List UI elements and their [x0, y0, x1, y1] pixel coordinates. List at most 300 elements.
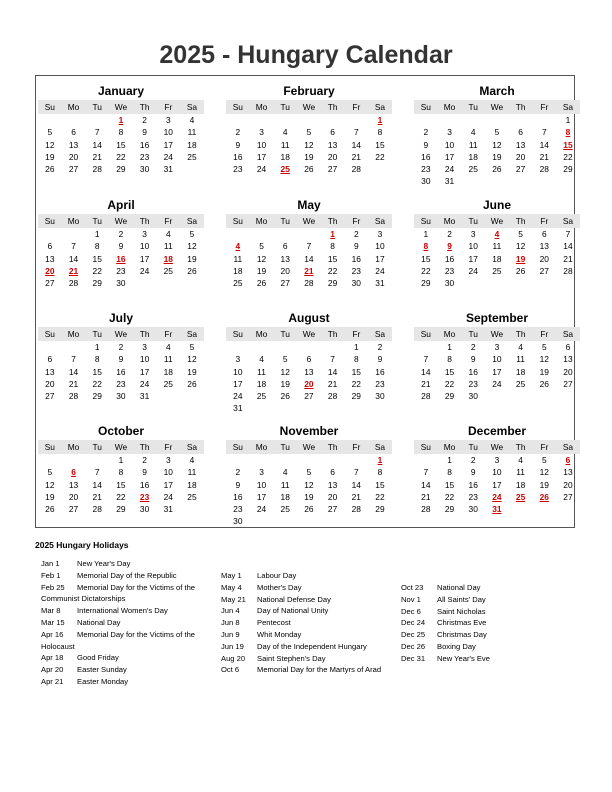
month-title: January: [97, 84, 145, 98]
day-cell: 13: [327, 479, 338, 490]
weekday-label: Su: [420, 102, 431, 112]
day-cell: 27: [280, 278, 290, 289]
day-cell: 21: [68, 265, 79, 276]
day-cell: 19: [304, 151, 314, 162]
holiday-date: Dec 26: [401, 641, 426, 651]
empty-day-cell: [344, 402, 368, 414]
holiday-date: Oct 6: [221, 665, 240, 675]
day-cell: 8: [353, 354, 359, 365]
day-cell: 22: [421, 265, 431, 276]
week-row: [38, 265, 204, 277]
day-cell: 7: [541, 127, 547, 138]
day-cell: 5: [541, 342, 547, 352]
day-cell: 16: [351, 253, 361, 264]
empty-day-cell: [485, 175, 509, 187]
weekday-header: [226, 440, 392, 454]
day-cell: 17: [163, 479, 173, 490]
day-cell: 17: [468, 253, 478, 264]
empty-day-cell: [226, 114, 250, 126]
week-row: [414, 277, 580, 289]
empty-day-cell: [344, 454, 368, 466]
day-cell: 26: [539, 491, 549, 502]
day-cell: 10: [139, 354, 150, 365]
empty-day-cell: [226, 341, 250, 353]
day-cell: 30: [116, 391, 126, 402]
day-cell: 5: [47, 127, 53, 138]
day-cell: 6: [330, 467, 335, 478]
day-cell: 3: [494, 342, 500, 352]
day-cell: 28: [421, 391, 431, 402]
day-cell: 18: [233, 265, 243, 276]
day-cell: 30: [139, 164, 150, 175]
weekday-label: Su: [44, 216, 55, 226]
week-row: [226, 466, 392, 478]
weekday-label: Th: [327, 442, 338, 452]
empty-day-cell: [344, 114, 368, 126]
weekday-label: Sa: [562, 216, 574, 226]
empty-day-cell: [509, 503, 533, 515]
empty-day-cell: [344, 515, 368, 527]
day-cell: 26: [515, 265, 526, 276]
weekday-label: Su: [232, 216, 243, 226]
day-cell: 24: [163, 491, 173, 502]
day-cell: 10: [256, 479, 267, 490]
holiday-date: May 21: [221, 594, 246, 604]
holiday-item: [41, 582, 216, 594]
day-cell: 24: [256, 164, 267, 175]
holiday-date: Apr 20: [41, 665, 64, 675]
week-row: [38, 378, 204, 390]
day-cell: 17: [444, 151, 455, 162]
day-cell: 11: [187, 127, 197, 138]
day-cell: 21: [351, 151, 361, 162]
empty-day-cell: [156, 277, 180, 289]
day-cell: 11: [492, 241, 502, 252]
weekday-label: We: [114, 329, 128, 339]
day-cell: 20: [45, 265, 55, 276]
holiday-date: Nov 1: [401, 594, 421, 604]
weekday-label: Tu: [280, 102, 290, 112]
day-cell: 6: [71, 467, 76, 478]
empty-day-cell: [461, 175, 485, 187]
day-cell: 6: [71, 127, 76, 138]
day-cell: 25: [187, 491, 197, 502]
day-cell: 17: [256, 491, 267, 502]
month-title: April: [107, 198, 135, 212]
day-cell: 28: [304, 278, 314, 289]
week-row: [38, 228, 204, 240]
week-row: [226, 277, 392, 289]
day-cell: 6: [565, 342, 571, 352]
holiday-item: [41, 652, 216, 664]
week-row: [226, 265, 392, 277]
empty-day-cell: [250, 341, 274, 353]
day-cell: 14: [563, 241, 573, 252]
day-cell: 15: [116, 479, 126, 490]
holiday-column: [41, 558, 216, 688]
weekday-label: Sa: [562, 442, 574, 452]
empty-day-cell: [297, 454, 321, 466]
day-cell: 26: [539, 378, 549, 389]
day-cell: 7: [423, 467, 429, 478]
day-cell: 21: [421, 378, 431, 389]
empty-day-cell: [556, 175, 580, 187]
weekday-label: Mo: [443, 216, 456, 226]
day-cell: 29: [327, 278, 338, 289]
holiday-name: National Day: [77, 617, 121, 627]
holiday-date: Jun 9: [221, 629, 240, 639]
day-cell: 27: [563, 491, 573, 502]
holiday-item: [401, 582, 581, 594]
weekday-label: Su: [44, 102, 55, 112]
weekday-header: [38, 440, 204, 454]
day-cell: 22: [444, 491, 455, 502]
holiday-item: [41, 617, 216, 629]
day-cell: 13: [515, 139, 526, 150]
empty-day-cell: [250, 402, 274, 414]
weekday-label: Th: [515, 442, 526, 452]
day-cell: 16: [233, 151, 243, 162]
day-cell: 19: [45, 151, 55, 162]
empty-day-cell: [461, 114, 485, 126]
day-cell: 7: [71, 354, 76, 365]
empty-day-cell: [368, 163, 392, 175]
weekday-label: Mo: [443, 102, 456, 112]
day-cell: 7: [423, 354, 429, 365]
day-cell: 26: [304, 504, 314, 515]
day-cell: 22: [116, 491, 126, 502]
empty-day-cell: [38, 114, 62, 126]
holiday-date: Dec 25: [401, 630, 426, 640]
empty-day-cell: [62, 341, 86, 353]
day-cell: 18: [515, 479, 526, 490]
day-cell: 5: [47, 467, 53, 478]
day-cell: 12: [304, 139, 314, 150]
day-cell: 15: [375, 479, 385, 490]
day-cell: 18: [515, 366, 526, 377]
day-cell: 28: [351, 504, 361, 515]
week-row: [38, 253, 204, 265]
day-cell: 3: [165, 455, 171, 465]
holiday-item: [401, 653, 581, 665]
day-cell: 17: [492, 479, 502, 490]
day-cell: 18: [468, 151, 478, 162]
weekday-label: Sa: [186, 329, 198, 339]
weekday-label: Mo: [67, 216, 80, 226]
holiday-date: Jun 8: [221, 618, 240, 628]
day-cell: 8: [118, 467, 124, 478]
holiday-column: [401, 582, 581, 665]
day-cell: 4: [259, 354, 264, 365]
day-cell: 5: [259, 241, 264, 252]
holiday-date: Feb 1: [41, 570, 61, 580]
day-cell: 4: [282, 127, 288, 138]
day-cell: 3: [259, 127, 264, 138]
week-row: [226, 515, 392, 527]
day-cell: 29: [351, 391, 361, 402]
empty-day-cell: [461, 277, 485, 289]
weekday-label: Fr: [164, 329, 173, 339]
weekday-header: [414, 100, 580, 114]
holiday-name: Whit Monday: [257, 629, 302, 639]
day-cell: 24: [492, 378, 502, 389]
day-cell: 9: [235, 139, 241, 150]
day-cell: 1: [94, 342, 100, 352]
weekday-label: Mo: [255, 442, 268, 452]
week-row: [226, 503, 392, 515]
day-cell: 9: [118, 354, 124, 365]
weekday-label: We: [302, 329, 316, 339]
day-cell: 16: [375, 366, 385, 377]
week-row: [38, 479, 204, 491]
day-cell: 7: [94, 467, 100, 478]
day-cell: 6: [282, 241, 288, 252]
day-cell: 28: [92, 164, 102, 175]
weekday-header: [414, 440, 580, 454]
day-cell: 10: [375, 241, 385, 252]
day-cell: 7: [306, 241, 312, 252]
day-cell: 21: [351, 491, 361, 502]
weekday-label: Th: [515, 102, 526, 112]
weekday-header: [226, 214, 392, 228]
empty-day-cell: [273, 515, 297, 527]
day-cell: 14: [421, 479, 431, 490]
day-cell: 4: [518, 342, 523, 352]
day-cell: 14: [327, 366, 338, 377]
day-cell: 23: [139, 151, 150, 162]
day-cell: 2: [447, 229, 452, 239]
day-cell: 31: [163, 164, 173, 175]
month-january: [38, 83, 204, 175]
day-cell: 21: [563, 253, 573, 264]
weekday-label: Fr: [164, 102, 173, 112]
holiday-item: [221, 629, 401, 641]
day-cell: 24: [444, 164, 455, 175]
day-cell: 28: [351, 164, 361, 175]
month-title: December: [467, 424, 527, 438]
day-cell: 15: [563, 139, 573, 150]
day-cell: 13: [563, 354, 573, 365]
weekday-label: Fr: [540, 442, 549, 452]
day-cell: 27: [68, 504, 79, 515]
day-cell: 5: [189, 342, 195, 352]
holiday-item: [41, 605, 216, 617]
weekday-label: Su: [232, 329, 243, 339]
day-cell: 30: [233, 516, 243, 527]
day-cell: 12: [187, 241, 197, 252]
empty-day-cell: [226, 454, 250, 466]
month-august: [226, 310, 392, 415]
day-cell: 18: [163, 366, 173, 377]
day-cell: 16: [139, 479, 150, 490]
empty-day-cell: [85, 454, 109, 466]
weekday-label: We: [490, 216, 504, 226]
day-cell: 4: [470, 127, 476, 138]
day-cell: 23: [375, 378, 385, 389]
weekday-label: Th: [327, 216, 338, 226]
day-cell: 25: [492, 265, 502, 276]
day-cell: 30: [421, 176, 431, 187]
day-cell: 9: [423, 139, 429, 150]
weekday-label: Th: [139, 329, 150, 339]
day-cell: 4: [235, 241, 241, 252]
day-cell: 2: [353, 229, 359, 239]
holiday-name: Day of the Independent Hungary: [257, 641, 367, 651]
weekday-label: We: [490, 102, 504, 112]
month-july: [38, 310, 204, 402]
day-cell: 21: [68, 378, 79, 389]
weekday-label: Th: [515, 329, 526, 339]
day-cell: 29: [444, 504, 455, 515]
day-cell: 17: [256, 151, 267, 162]
day-cell: 24: [163, 151, 173, 162]
day-cell: 16: [116, 253, 126, 264]
day-cell: 26: [304, 164, 314, 175]
day-cell: 25: [515, 378, 526, 389]
day-cell: 12: [304, 479, 314, 490]
day-cell: 12: [539, 354, 549, 365]
day-cell: 20: [327, 491, 338, 502]
empty-day-cell: [509, 114, 533, 126]
weekday-label: Sa: [186, 442, 198, 452]
weekday-label: Tu: [280, 216, 290, 226]
day-cell: 23: [468, 491, 478, 502]
holiday-date: Feb 25: [41, 582, 65, 592]
weekday-label: Su: [232, 102, 243, 112]
day-cell: 2: [235, 127, 241, 138]
weekday-label: We: [490, 329, 504, 339]
weekday-label: Sa: [374, 442, 386, 452]
day-cell: 4: [165, 342, 171, 352]
day-cell: 2: [470, 455, 476, 465]
empty-day-cell: [532, 503, 556, 515]
weekday-label: Mo: [443, 329, 456, 339]
day-cell: 12: [256, 253, 267, 264]
day-cell: 28: [327, 391, 338, 402]
weekday-label: Tu: [280, 442, 290, 452]
empty-day-cell: [438, 114, 462, 126]
holiday-name: Christmas Day: [437, 630, 487, 640]
empty-day-cell: [297, 114, 321, 126]
week-row: [414, 139, 580, 151]
holiday-name-continued: Communist Dictatorships: [41, 594, 126, 604]
day-cell: 27: [327, 504, 338, 515]
day-cell: 2: [235, 467, 241, 478]
day-cell: 7: [353, 467, 359, 478]
week-row: [414, 228, 580, 240]
day-cell: 12: [280, 366, 290, 377]
empty-day-cell: [62, 114, 86, 126]
day-cell: 19: [539, 479, 549, 490]
day-cell: 13: [304, 366, 314, 377]
day-cell: 26: [45, 164, 55, 175]
empty-day-cell: [485, 277, 509, 289]
week-row: [226, 479, 392, 491]
empty-day-cell: [509, 277, 533, 289]
holiday-date: Apr 18: [41, 653, 64, 663]
day-cell: 28: [563, 265, 573, 276]
weekday-header: [38, 327, 204, 341]
day-cell: 16: [116, 366, 126, 377]
day-cell: 4: [518, 455, 523, 465]
day-cell: 19: [539, 366, 549, 377]
weekday-label: Su: [232, 442, 243, 452]
holidays-title: 2025 Hungary Holidays: [35, 540, 129, 550]
day-cell: 11: [163, 241, 173, 252]
weekday-label: Th: [327, 102, 338, 112]
day-cell: 21: [327, 378, 338, 389]
day-cell: 8: [377, 467, 383, 478]
empty-day-cell: [556, 277, 580, 289]
weekday-label: Fr: [352, 102, 361, 112]
holiday-item: [221, 582, 401, 594]
holiday-name: Day of National Unity: [257, 606, 329, 616]
weekday-label: Th: [515, 216, 526, 226]
day-cell: 12: [539, 467, 549, 478]
day-cell: 11: [280, 139, 290, 150]
day-cell: 27: [539, 265, 549, 276]
holiday-item: [221, 641, 401, 653]
week-row: [38, 353, 204, 365]
day-cell: 1: [94, 229, 100, 239]
day-cell: 11: [516, 467, 525, 478]
holiday-item: [221, 653, 401, 665]
holiday-item: [401, 641, 581, 653]
day-cell: 9: [470, 354, 476, 365]
day-cell: 31: [375, 278, 385, 289]
day-cell: 26: [45, 504, 55, 515]
holiday-date: Mar 15: [41, 617, 65, 627]
day-cell: 9: [447, 241, 452, 252]
day-cell: 1: [377, 455, 383, 465]
month-october: [38, 423, 204, 515]
day-cell: 14: [539, 139, 549, 150]
weekday-label: Fr: [540, 102, 549, 112]
day-cell: 13: [327, 139, 338, 150]
week-row: [414, 175, 580, 187]
day-cell: 23: [233, 504, 243, 515]
weekday-label: We: [114, 102, 128, 112]
weekday-label: Tu: [92, 102, 102, 112]
holiday-name-continued: Holocaust: [41, 641, 75, 651]
holiday-name: Mother's Day: [257, 582, 302, 592]
day-cell: 4: [189, 115, 195, 125]
weekday-label: Th: [139, 442, 150, 452]
holiday-name: Memorial Day for the Victims of the: [77, 629, 196, 639]
day-cell: 9: [353, 241, 359, 252]
weekday-label: Su: [44, 442, 55, 452]
week-row: [414, 390, 580, 402]
day-cell: 25: [163, 378, 173, 389]
week-row: [226, 126, 392, 138]
day-cell: 11: [516, 354, 525, 365]
month-title: February: [283, 84, 335, 98]
empty-day-cell: [532, 390, 556, 402]
day-cell: 19: [304, 491, 314, 502]
empty-day-cell: [297, 402, 321, 414]
day-cell: 25: [187, 151, 197, 162]
holiday-item: [401, 617, 581, 629]
holiday-item: [221, 570, 401, 582]
day-cell: 14: [351, 139, 361, 150]
day-cell: 8: [330, 241, 335, 252]
week-row: [414, 126, 580, 138]
day-cell: 20: [45, 378, 55, 389]
week-row: [38, 454, 204, 466]
week-row: [226, 366, 392, 378]
week-row: [414, 151, 580, 163]
week-row: [414, 114, 580, 126]
